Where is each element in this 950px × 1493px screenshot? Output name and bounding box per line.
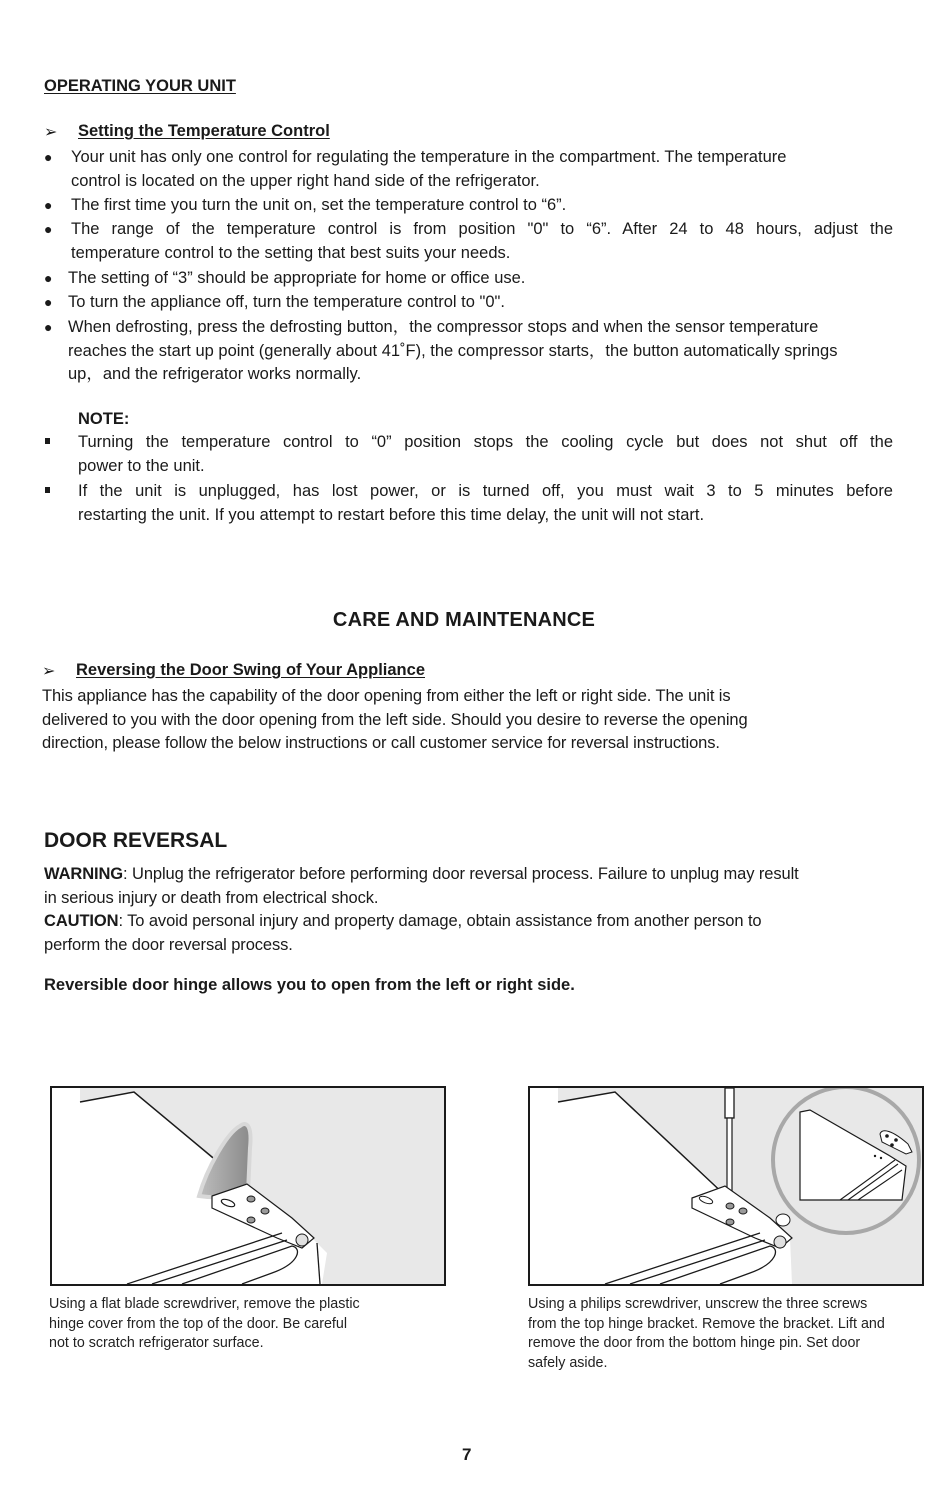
hinge-cover-illustration-icon xyxy=(52,1088,444,1284)
list-item: The first time you turn the unit on, set the temperature control to “6”. xyxy=(71,196,567,214)
page-number: 7 xyxy=(462,1445,472,1464)
list-item: The setting of “3” should be appropriate for home or office use. xyxy=(68,269,526,287)
list-item: Turning the temperature control to “0” position stops the cooling cycle but does not shut off the power to the unit. xyxy=(78,433,893,475)
step-1-illustration xyxy=(50,1086,446,1286)
list-item: If the unit is unplugged, has lost power, or is turned off, you must wait 3 to 5 minutes before restarting the unit. If you attempt to restart before this time delay, the unit will not start. xyxy=(78,482,893,524)
list-item: Your unit has only one control for regulating the temperature in the compartment. The temperature control is located on the upper right hand side of the refrigerator. xyxy=(71,148,787,190)
square-bullet-icon xyxy=(45,487,50,493)
note-label: NOTE: xyxy=(78,410,130,428)
bullet-icon: ● xyxy=(44,197,53,213)
bullet-icon: ● xyxy=(44,319,53,335)
section-heading-door-reversal: DOOR REVERSAL xyxy=(44,829,228,852)
hinge-note: Reversible door hinge allows you to open from the left or right side. xyxy=(44,976,575,994)
list-item: The range of the temperature control is from position "0" to “6”. After 24 to 48 hours, adjust the temperature control to the setting that best suits your needs. xyxy=(71,220,893,262)
list-item: To turn the appliance off, turn the temperature control to "0". xyxy=(68,293,506,311)
warning-text: WARNING: Unplug the refrigerator before performing door reversal process. Failure to unplug may result in serious injury or death from electrical shock. CAUTION: To avoid personal injury and property damage, obtain assistance from another person to perform the door reversal process. xyxy=(44,865,799,954)
section-heading-operating: OPERATING YOUR UNIT xyxy=(44,77,236,95)
section-heading-care: CARE AND MAINTENANCE xyxy=(332,609,596,631)
screwdriver-hinge-illustration-icon xyxy=(530,1088,922,1284)
arrow-bullet-icon: ➢ xyxy=(42,663,56,680)
square-bullet-icon xyxy=(45,438,50,444)
bullet-icon: ● xyxy=(44,270,53,286)
arrow-bullet-icon: ➢ xyxy=(44,124,58,141)
step-2-caption: Using a philips screwdriver, unscrew the three screws from the top hinge bracket. Remove the bracket. Lift and remove the door from the bottom hinge pin. Set door safely aside. xyxy=(528,1296,885,1371)
bullet-icon: ● xyxy=(44,149,53,165)
bullet-icon: ● xyxy=(44,221,53,237)
step-1-caption: Using a flat blade screwdriver, remove the plastic hinge cover from the top of the door. Be careful not to scratch refrigerator surface. xyxy=(49,1296,360,1351)
warning-label: WARNING xyxy=(44,865,124,883)
bullet-icon: ● xyxy=(44,294,53,310)
subheading-temperature-control: Setting the Temperature Control xyxy=(78,122,330,140)
list-item: When defrosting, press the defrosting button，the compressor stops and when the sensor temperature reaches the start up point (generally about 41˚F), the compressor starts，the button automatically springs up，and the refrigerator works normally. xyxy=(68,318,838,383)
care-paragraph: This appliance has the capability of the door opening from either the left or right side. The unit is delivered to you with the door opening from the left side. Should you desire to reverse the opening direction, please follow the below instructions or call customer service for reversal instructions. xyxy=(42,687,748,752)
caution-label: CAUTION xyxy=(44,912,119,930)
step-2-illustration xyxy=(528,1086,924,1286)
subheading-reversing-door: Reversing the Door Swing of Your Appliance xyxy=(76,661,425,679)
